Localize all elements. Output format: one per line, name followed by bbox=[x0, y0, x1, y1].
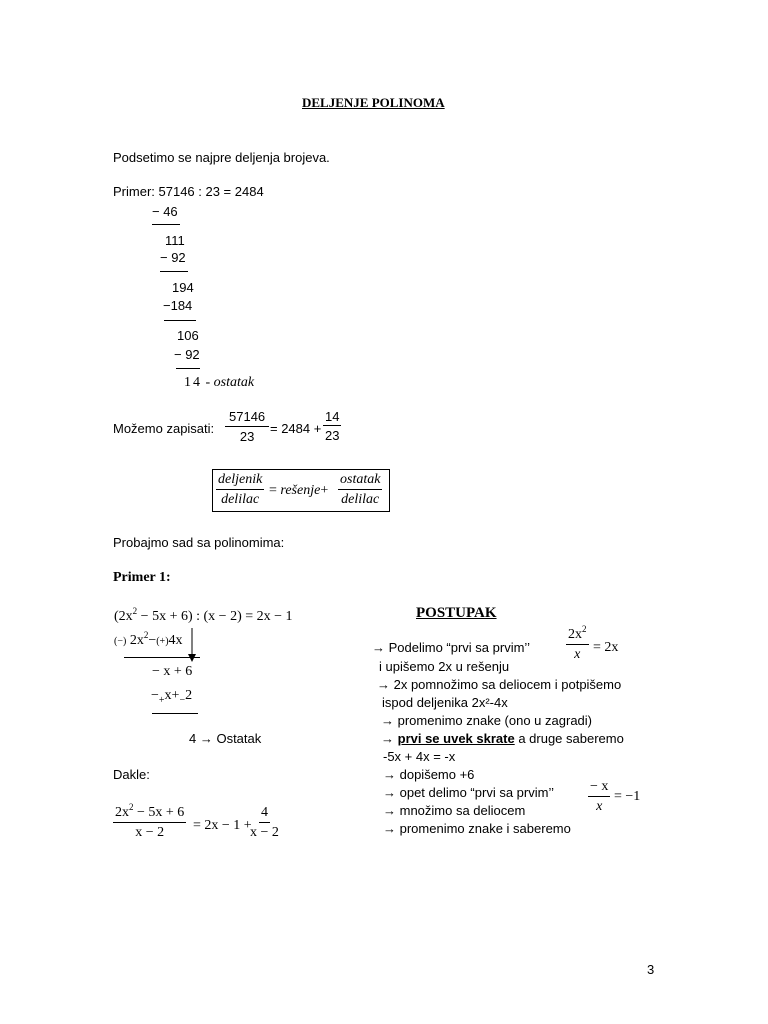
emphasis-text: prvi se uvek skrate bbox=[397, 731, 515, 746]
sign-change: + bbox=[158, 694, 165, 706]
fraction-numerator: 4 bbox=[259, 806, 270, 823]
postupak-step: -5x + 4x = -x bbox=[383, 749, 456, 764]
fraction-denominator: x − 2 bbox=[250, 825, 279, 840]
division-step: 111 bbox=[165, 233, 185, 248]
result-remainder-fraction bbox=[250, 806, 279, 840]
postupak-step bbox=[381, 732, 624, 745]
sign: + bbox=[171, 688, 180, 703]
fraction-numerator bbox=[113, 802, 186, 823]
division-line bbox=[152, 224, 180, 225]
poly-line bbox=[152, 713, 198, 714]
page-number: 3 bbox=[647, 962, 655, 977]
sign-change: − bbox=[179, 694, 186, 706]
poly-term: 2x bbox=[115, 805, 129, 820]
poly-term: − 5x + 6 bbox=[133, 805, 185, 820]
poly-term: 2x bbox=[568, 627, 582, 642]
poly-row-4 bbox=[151, 689, 192, 706]
bring-down-arrow-icon bbox=[184, 626, 200, 666]
fraction-denominator: x − 2 bbox=[135, 825, 165, 840]
fraction-numerator: − x bbox=[588, 780, 610, 797]
poly-term: (2x bbox=[114, 609, 133, 624]
exponent: 2 bbox=[582, 624, 587, 634]
fraction-numerator: 57146 bbox=[225, 410, 269, 427]
fraction-57146-23 bbox=[225, 410, 269, 443]
sign: − bbox=[151, 688, 159, 703]
fraction-denominator: delilac bbox=[221, 492, 260, 507]
remainder-label: - ostatak bbox=[205, 375, 255, 390]
postupak-step: → dopišemo +6 bbox=[383, 767, 475, 782]
postupak-fraction-1-result: = 2x bbox=[593, 640, 619, 655]
sign-change: (−) bbox=[114, 636, 127, 647]
intro-text: Podsetimo se najpre deljenja brojeva. bbox=[113, 150, 330, 165]
remainder-value: 14 bbox=[184, 375, 202, 390]
postupak-step: → promenimo znake (ono u zagradi) bbox=[381, 713, 592, 728]
division-line bbox=[160, 271, 188, 272]
division-step: 106 bbox=[177, 328, 199, 343]
poly-term: − bbox=[148, 633, 157, 648]
result-fraction bbox=[113, 802, 186, 840]
division-line bbox=[176, 368, 200, 369]
arrow-icon: → bbox=[381, 731, 398, 746]
division-step: − 92 bbox=[160, 250, 186, 265]
fraction-numerator: deljenik bbox=[216, 473, 264, 490]
division-step: − 46 bbox=[152, 204, 178, 219]
postupak-step: i upišemo 2x u rešenju bbox=[379, 659, 510, 674]
postupak-step: → 2x pomnožimo sa deliocem i potpišemo bbox=[377, 677, 622, 692]
poly-line bbox=[124, 657, 200, 658]
step-text: a druge saberemo bbox=[514, 731, 624, 746]
fraction-deljenik-delilac bbox=[216, 473, 264, 507]
fraction-numerator bbox=[566, 624, 589, 645]
postupak-title: POSTUPAK bbox=[416, 605, 497, 621]
poly-row-3: − x + 6 bbox=[152, 664, 193, 679]
poly-row-1 bbox=[114, 606, 293, 624]
poly-term: − 5x + 6) : (x − 2) = 2x − 1 bbox=[137, 609, 293, 624]
fraction-numerator: ostatak bbox=[338, 473, 382, 490]
page-title: DELJENJE POLINOMA bbox=[302, 95, 445, 110]
postupak-fraction-2-result: = −1 bbox=[614, 789, 641, 804]
postupak-step: → promenimo znake i saberemo bbox=[383, 821, 571, 836]
fraction-numerator: 14 bbox=[325, 409, 340, 424]
remainder-line bbox=[184, 376, 254, 390]
ostatak-label: 4 → Ostatak bbox=[189, 731, 262, 746]
poly-term: x bbox=[164, 688, 172, 703]
formula-word: rešenje bbox=[280, 483, 321, 498]
zapis-label: Možemo zapisati: bbox=[113, 421, 215, 436]
division-step: − 92 bbox=[174, 347, 200, 362]
postupak-fraction-1 bbox=[566, 624, 589, 662]
exponent: 2 bbox=[132, 606, 138, 616]
postupak-step: ispod deljenika 2x²-4x bbox=[382, 695, 508, 710]
division-line bbox=[164, 320, 196, 321]
sign-change: (+) bbox=[156, 636, 169, 647]
fraction-ostatak-delilac bbox=[338, 473, 382, 507]
postupak-step: → množimo sa deliocem bbox=[383, 803, 526, 818]
equals-sign: = bbox=[269, 483, 277, 498]
poly-term: 2 bbox=[185, 688, 193, 703]
poly-row-2 bbox=[114, 630, 183, 648]
result-middle: = 2x − 1 + bbox=[193, 818, 252, 833]
fraction-denominator: 23 bbox=[239, 429, 255, 444]
fraction-denominator: delilac bbox=[341, 492, 380, 507]
fraction-denominator: x bbox=[596, 799, 603, 814]
postupak-step: → Podelimo “prvi sa prvim’’ bbox=[372, 640, 530, 655]
number-example-line: Primer: 57146 : 23 = 2484 bbox=[113, 184, 264, 199]
poly-term: 4x bbox=[168, 633, 183, 648]
postupak-step: → opet delimo “prvi sa prvim’’ bbox=[383, 785, 554, 800]
fraction-denominator: 23 bbox=[325, 428, 340, 443]
dakle-text: Dakle: bbox=[113, 767, 150, 782]
primer1-heading: Primer 1: bbox=[113, 570, 171, 585]
fraction-denominator: x bbox=[574, 647, 581, 662]
exponent: 2 bbox=[129, 802, 134, 812]
plus-sign: + bbox=[320, 483, 329, 498]
probajmo-text: Probajmo sad sa polinomima: bbox=[113, 535, 285, 550]
fraction-14-23 bbox=[323, 410, 341, 442]
division-step: 194 bbox=[172, 280, 194, 295]
formula-box bbox=[212, 469, 390, 512]
postupak-fraction-2 bbox=[588, 780, 610, 814]
poly-term: 2x bbox=[129, 633, 144, 648]
division-step: −184 bbox=[163, 298, 193, 313]
formula-middle bbox=[269, 484, 328, 498]
exponent: 2 bbox=[143, 630, 149, 640]
zapis-middle: = 2484 + bbox=[270, 421, 322, 436]
